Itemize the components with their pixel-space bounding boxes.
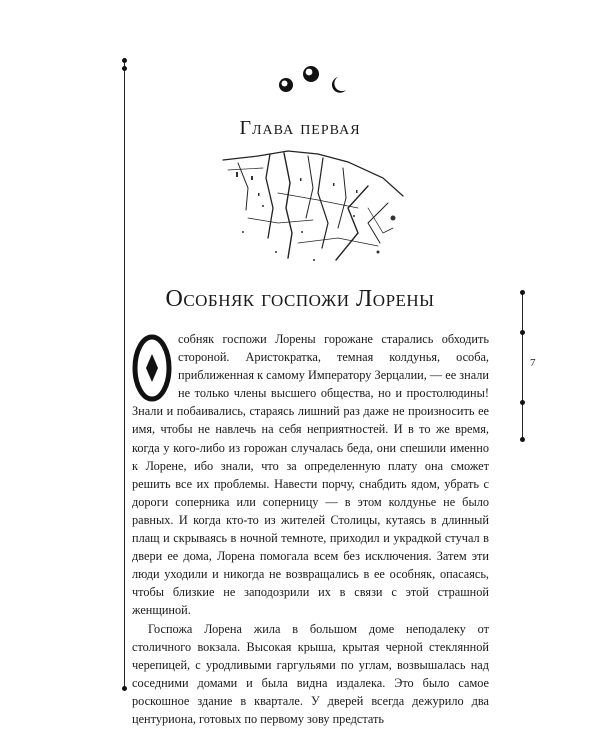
chapter-title: Особняк госпожи Лорены [165,286,435,312]
rule-dot [520,330,525,335]
paragraph: Госпожа Лорена жила в большом доме неподалеку от столичного вокзала. Высокая крыша, крытая черной стеклянной черепицей, с уродливыми гаргульями по углам, возвышалась над соседними домами и была видна издалека. Это было самое роскошное здание в квартале. У дверей всегда дежурило два центуриона, готовых по первому зову предстать [132,621,489,726]
right-vertical-rule [522,292,523,440]
cracked-glass-illustration [218,148,408,272]
left-vertical-rule [124,60,125,690]
chapter-label: Глава первая [239,117,361,139]
paragraph [132,330,489,620]
rule-dot [520,437,525,442]
rule-dot [520,400,525,405]
moon-phases-icon [274,64,354,96]
body-text [132,330,489,728]
rule-dot [122,66,127,71]
rule-dot [122,686,127,691]
drop-cap-ornament [132,334,172,402]
paragraph-text: собняк госпожи Лорены горожане старались обходить стороной. Аристократка, темная колдунья, особа, приближенная к самому Императору Зерцалии, — ее знали не только члены высшего общества, но и простолюдины! Знали и побаивались, стараясь лишний раз даже не произносить ее имя, чтобы не навлечь на себя неприятностей. И в то же время, когда у кого-либо из горожан случалась беда, они спешили именно к Лорене, ибо знали, что за определенную плату она сможет решить все их проблемы. Навести порчу, снабдить ядом, убрать с дороги соперника или соперницу — в этом колдунье не было равных. И когда кто-то из жителей Столицы, кутаясь в длинный плащ и скрываясь в ночной темноте, приходил и украдкой стучал в двери ее дома, Лорена помогала всем без исключения. Затем эти люди уходили и никогда не возвращались в ее особняк, опасаясь, чтобы близкие не заподозрили их в связи с этой страшной женщиной. [132,332,489,618]
page-number: 7 [530,357,536,369]
rule-dot [122,58,127,63]
drop-cap [132,334,172,402]
